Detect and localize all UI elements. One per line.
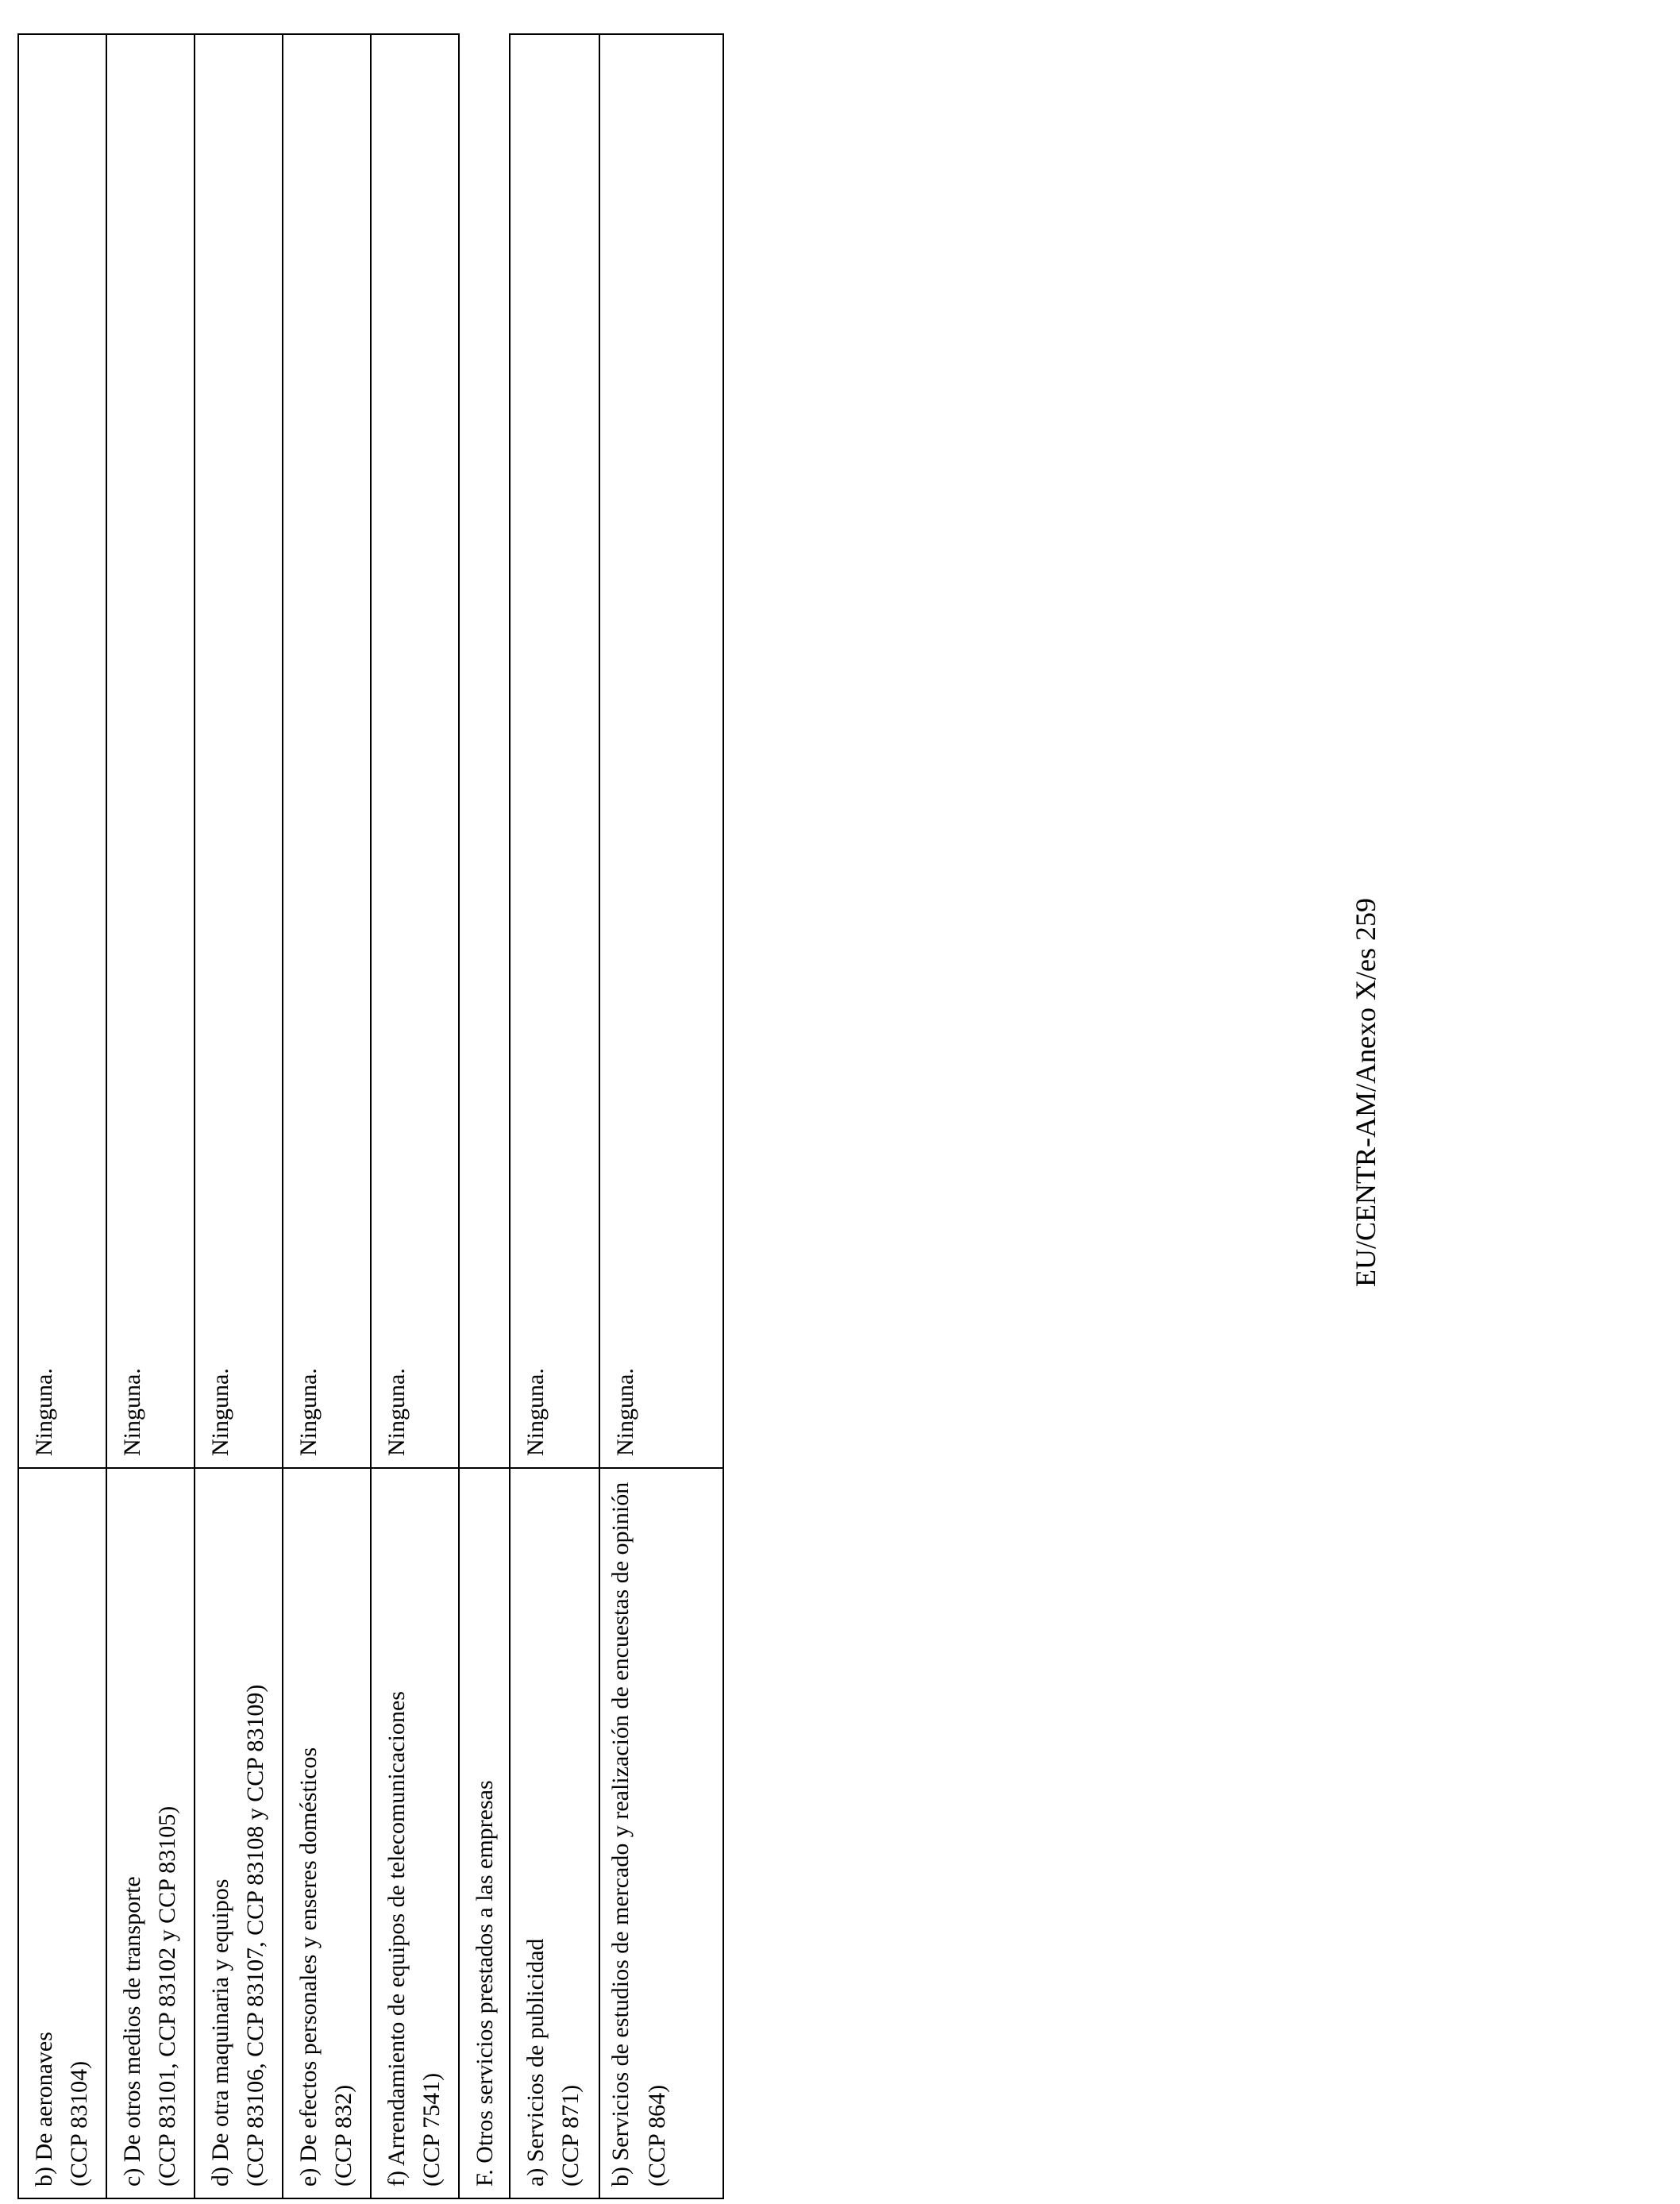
service-name: a) Servicios de publicidad xyxy=(522,1938,549,2187)
service-cell xyxy=(18,1468,106,2198)
reservation-text: Ninguna. xyxy=(295,1368,322,1456)
reservation-text: Ninguna. xyxy=(207,1368,233,1456)
service-name: c) De otros medios de transporte xyxy=(119,1876,145,2187)
service-cell xyxy=(283,1468,371,2198)
reservation-cell xyxy=(106,34,195,1468)
page-footer: EU/CENTR-AM/Anexo X/es 259 xyxy=(1350,898,1381,1287)
service-code: (CCP 7541) xyxy=(418,2072,445,2187)
table-row xyxy=(195,34,283,2198)
reservation-text: Ninguna. xyxy=(119,1368,145,1456)
reservation-text: Ninguna. xyxy=(31,1368,57,1456)
service-cell xyxy=(195,1468,283,2198)
table-row xyxy=(106,34,195,2198)
section-empty-cell xyxy=(459,34,510,1468)
service-name: b) De aeronaves xyxy=(31,2032,57,2187)
table-row xyxy=(599,34,723,2198)
reservation-text: Ninguna. xyxy=(522,1368,549,1456)
table-row xyxy=(18,34,106,2198)
service-code: (CCP 832) xyxy=(330,2084,356,2187)
service-name: f) Arrendamiento de equipos de telecomunicaciones xyxy=(383,1691,410,2187)
service-name: b) Servicios de estudios de mercado y realización de encuestas de opinión xyxy=(607,1482,634,2187)
reservation-text: Ninguna. xyxy=(383,1368,410,1456)
reservation-cell xyxy=(599,34,723,1468)
service-cell xyxy=(510,1468,599,2198)
service-cell xyxy=(106,1468,195,2198)
table-row xyxy=(371,34,459,2198)
service-cell xyxy=(371,1468,459,2198)
table-row xyxy=(283,34,371,2198)
service-code: (CCP 83104) xyxy=(66,2060,92,2187)
section-heading-cell xyxy=(459,1468,510,2198)
service-code: (CCP 871) xyxy=(557,2084,584,2187)
service-code: (CCP 864) xyxy=(643,2084,670,2187)
schedule-table xyxy=(17,33,724,2199)
section-row xyxy=(459,34,510,2198)
reservation-cell xyxy=(195,34,283,1468)
service-name: e) De efectos personales y enseres domésticos xyxy=(295,1747,322,2187)
reservation-cell xyxy=(371,34,459,1468)
service-name: d) De otra maquinaria y equipos xyxy=(207,1878,233,2187)
table-row xyxy=(510,34,599,2198)
service-code: (CCP 83106, CCP 83107, CCP 83108 y CCP 83109) xyxy=(242,1684,268,2187)
reservation-cell xyxy=(18,34,106,1468)
reservation-text: Ninguna. xyxy=(611,1368,638,1456)
service-code: (CCP 83101, CCP 83102 y CCP 83105) xyxy=(154,1805,180,2187)
service-cell xyxy=(599,1468,723,2198)
reservation-cell xyxy=(510,34,599,1468)
section-heading: F. Otros servicios prestados a las empresas xyxy=(472,1780,498,2187)
reservation-cell xyxy=(283,34,371,1468)
